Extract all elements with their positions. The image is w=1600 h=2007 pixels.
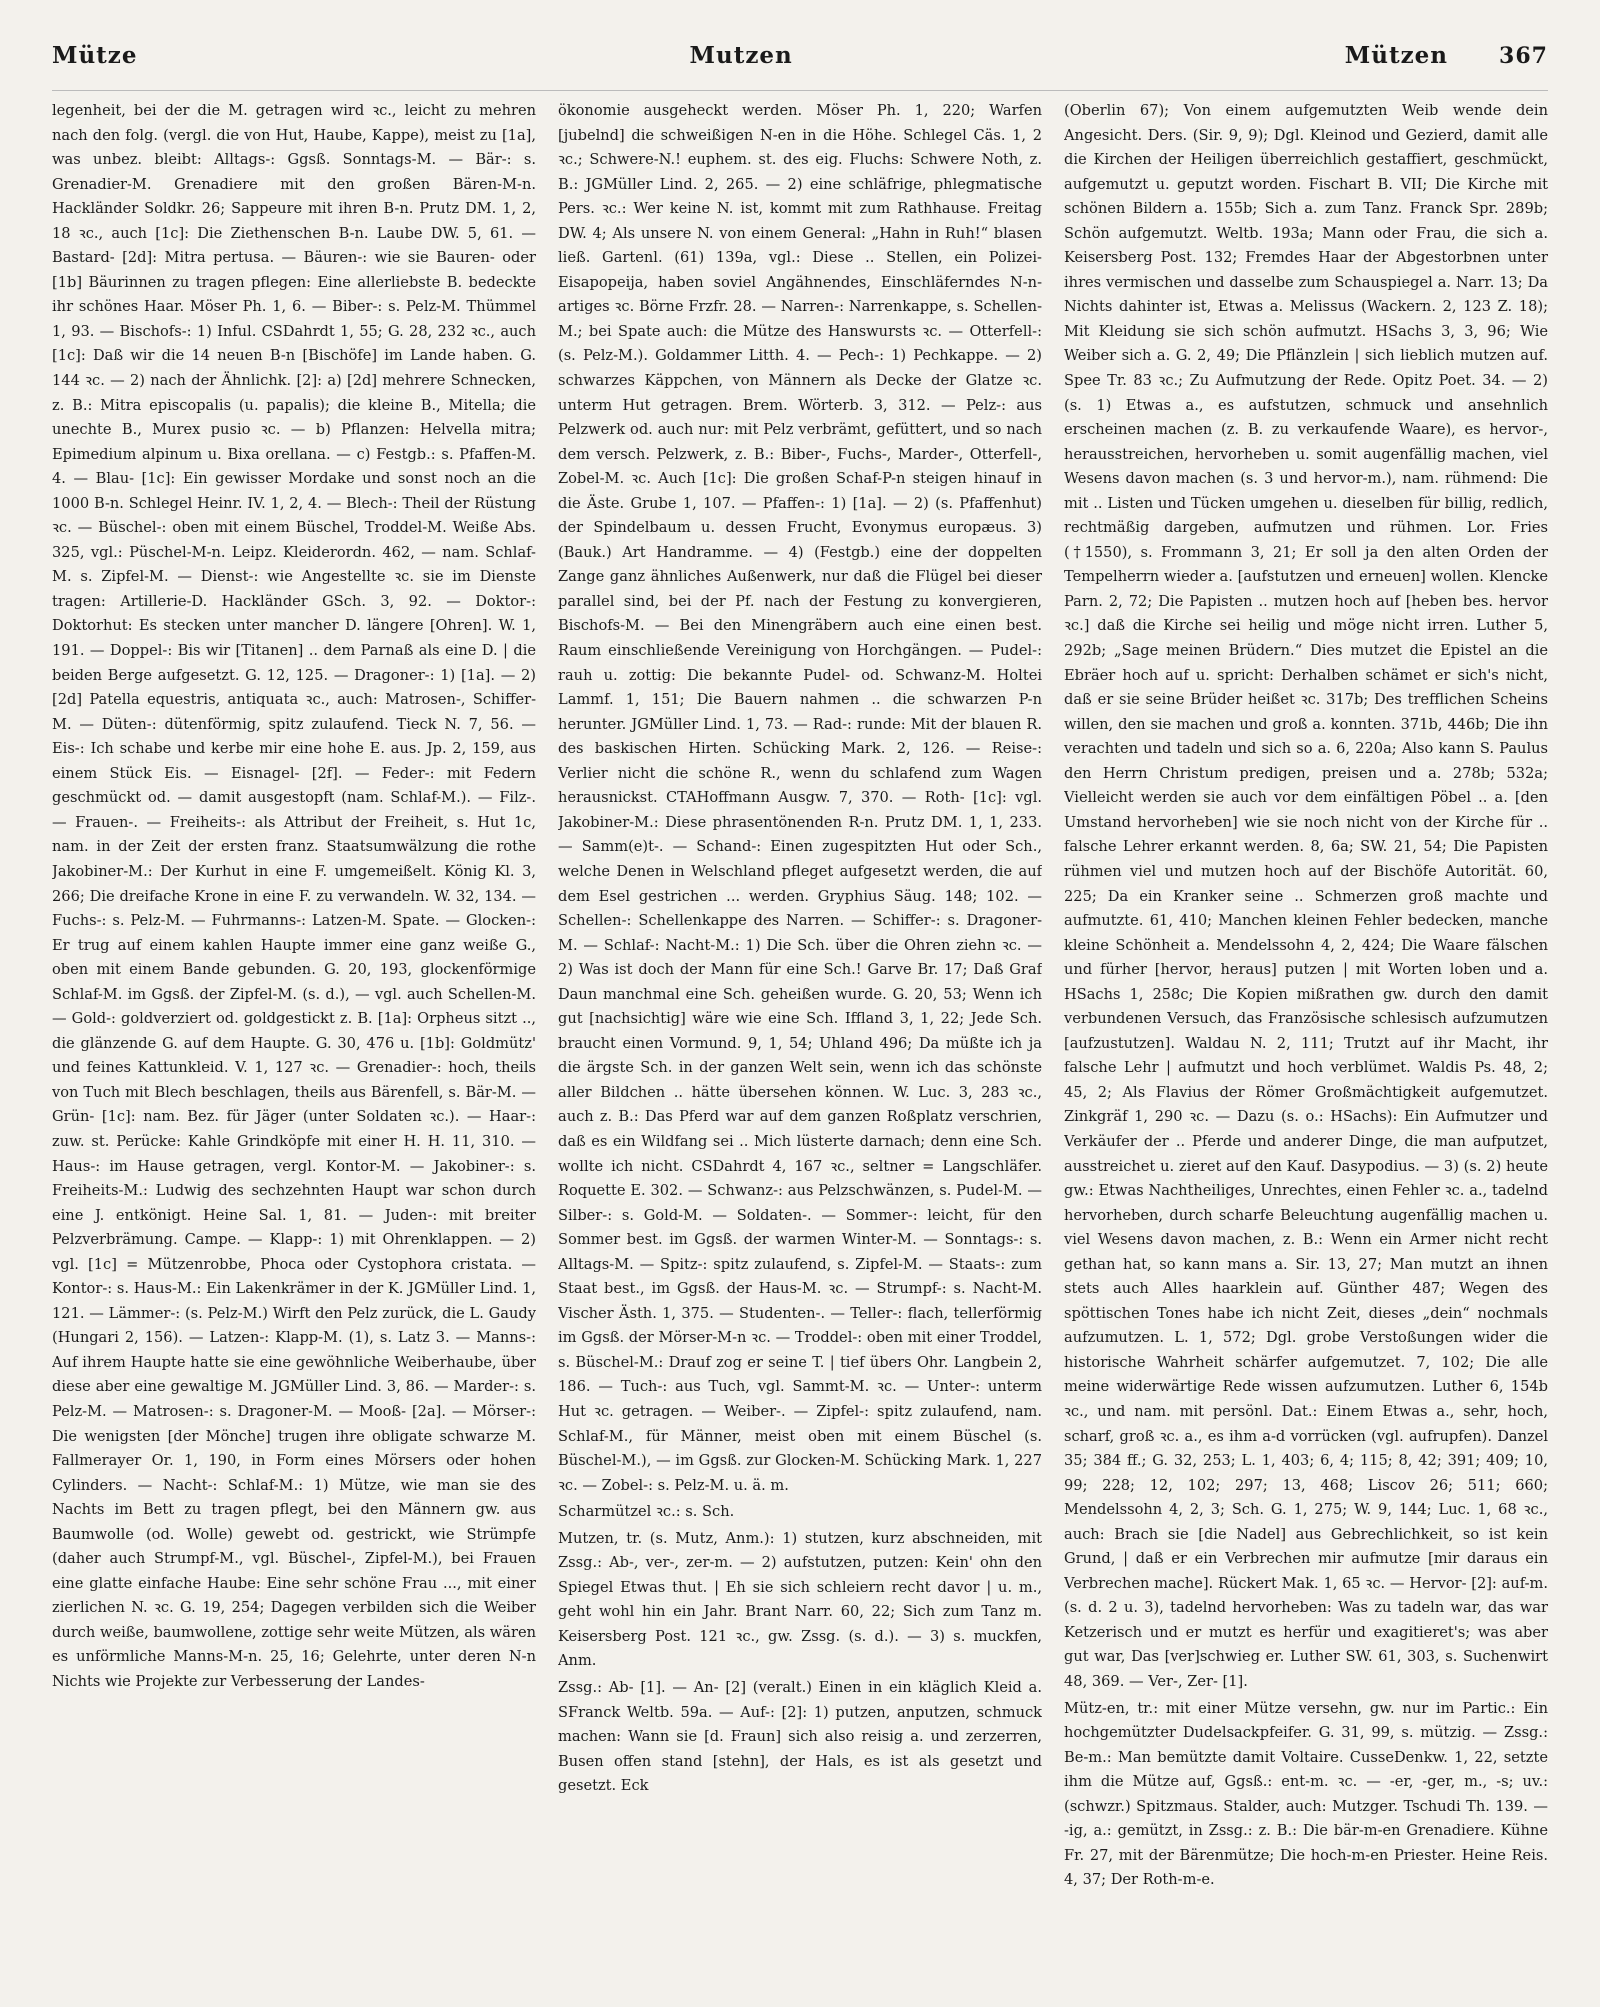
header-right-catchword: [1345, 42, 1548, 69]
paragraph: (Oberlin 67); Von einem aufgemutzten Weib wende dein Angesicht. Ders. (Sir. 9, 9); Dgl. Kleinod und Gezierd, damit alle die Kirchen der Heiligen überreichlich gestaffiert, geschmückt, aufgemutzt u. geputzt worden. Fischart B. VII; Die Kirche mit schönen Bildern a. 155b; Sich a. zum Tanz. Franck Spr. 289b; Schön aufgemutzt. Weltb. 193a; Mann oder Frau, die sich a. Keisersberg Post. 132; Fremdes Haar der Abgestorbnen unter ihres vermischen und dasselbe zum Schauspiegel a. Narr. 13; Da Nichts dahinter ist, Etwas a. Melissus (Wackern. 2, 123 Z. 18); Mit Kleidung sie sich schön aufmutzt. HSachs 3, 3, 96; Wie Weiber sich a. G. 2, 49; Die Pflänzlein | sich lieblich mutzen auf. Spee Tr. 83 ꝛc.; Zu Aufmutzung der Rede. Opitz Poet. 34. — 2) (s. 1) Etwas a., es aufstutzen, schmuck und ansehnlich erscheinen machen (z. B. zu verkaufende Waare), es hervor-, herausstreichen, hervorheben u. somit augenfällig machen, viel Wesens davon machen (s. 3 und hervor-m.), nam. rühmend: Die mit .. Listen und Tücken umgehen u. dieselben für billig, redlich, rechtmäßig dargeben, aufmutzen und rühmen. Lor. Fries (†1550), s. Frommann 3, 21; Er soll ja den alten Orden der Tempelherrn wieder a. [aufstutzen und erneuen] wollen. Klencke Parn. 2, 72; Die Papisten .. mutzen hoch auf [heben bes. hervor ꝛc.] daß die Kirche sei heilig und möge nicht irren. Luther 5, 292b; „Sage meinen Brüdern.“ Dies mutzet die Epistel an die Ebräer hoch auf u. spricht: Derhalben schämet er sich's nicht, daß er sie seine Brüder heißet ꝛc. 317b; Des trefflichen Scheins willen, den sie machen und groß a. konnten. 371b, 446b; Die ihn verachten und tadeln und sich so a. 6, 220a; Also kann S. Paulus den Herrn Christum predigen, preisen und a. 278b; 532a; Vielleicht werden sie auch vor dem einfältigen Pöbel .. a. [den Umstand hervorheben] wie sie noch nicht von der Kirche für .. falsche Lehrer erkannt werden. 8, 6a; SW. 21, 54; Die Papisten rühmen viel und mutzen hoch auf der Bischöfe Autorität. 60, 225; Da ein Kranker seine .. Schmerzen groß machte und aufmutzte. 61, 410; Manchen kleinen Fehler bedecken, manche kleine Schönheit a. Mendelssohn 4, 2, 424; Die Waare fälschen und fürher [hervor, heraus] putzen | mit Worten loben und a. HSachs 1, 258c; Die Kopien mißrathen gw. durch den damit verbundenen Versuch, das Französische schlesisch aufzumutzen [aufzustutzen]. Waldau N. 2, 111; Trutzt auf ihr Macht, ihr falsche Lehr | aufmutzt und hoch verblümet. Waldis Ps. 48, 2; 45, 2; Als Flavius der Römer Großmächtigkeit aufgemutzet. Zinkgräf 1, 290 ꝛc. — Dazu (s. o.: HSachs): Ein Aufmutzer und Verkäufer der .. Pferde und anderer Dinge, die man aufputzet, ausstreichet u. zieret auf den Kauf. Dasypodius. — 3) (s. 2) heute gw.: Etwas Nachtheiliges, Unrechtes, einen Fehler ꝛc. a., tadelnd hervorheben, durch scharfe Beleuchtung augenfällig machen u. viel Wesens davon machen, z. B.: Wenn ein Armer nicht recht gethan hat, so kann mans a. Sir. 13, 27; Man mutzt an ihnen stets auch Alles haarklein auf. Günther 487; Wegen des spöttischen Tones habe ich nicht Zeit, dieses „dein“ nochmals aufzumutzen. L. 1, 572; Dgl. grobe Verstoßungen wider die historische Wahrheit schärfer aufgemutzet. 7, 102; Die alle meine widerwärtige Rede wissen aufzumutzen. Luther 6, 154b ꝛc., und nam. mit persönl. Dat.: Einem Etwas a., sehr, hoch, scharf, groß ꝛc. a., es ihm a-d vorrücken (vgl. aufrupfen). Danzel 35; 384 ff.; G. 32, 253; L. 1, 403; 6, 4; 115; 8, 42; 391; 409; 10, 99; 228; 12, 102; 297; 13, 468; Liscov 26; 511; 660; Mendelssohn 4, 2, 3; Sch. G. 1, 275; W. 9, 144; Luc. 1, 68 ꝛc., auch: Brach sie [die Nadel] aus Gebrechlichkeit, so ist kein Grund, | daß er ein Verbrechen mir aufmutze [mir daraus ein Verbrechen mache]. Rückert Mak. 1, 65 ꝛc. — Hervor- [2]: auf-m. (s. d. 2 u. 3), tadelnd hervorheben: Was zu tadeln war, das war Ketzerisch und er mutzt es herfür und exagitieret's; was aber gut war, Das [ver]schwieg er. Luther SW. 61, 303, s. Suchenwirt 48, 369. — Ver-, Zer- [1].: [1064, 102, 1548, 1690]
paragraph: ökonomie ausgeheckt werden. Möser Ph. 1, 220; Warfen [jubelnd] die schweißigen N-en in die Höhe. Schlegel Cäs. 1, 2 ꝛc.; Schwere-N.! euphem. st. des eig. Fluchs: Schwere Noth, z. B.: JGMüller Lind. 2, 265. — 2) eine schläfrige, phlegmatische Pers. ꝛc.: Wer keine N. ist, kommt mit zum Rathhause. Freitag DW. 4; Als unsere N. von einem General: „Hahn in Ruh!“ blasen ließ. Gartenl. (61) 139a, vgl.: Diese .. Stellen, ein Polizei-Eisapopeija, haben soviel Angähnendes, Einschläferndes N-n-artiges ꝛc. Börne Frzfr. 28. — Narren-: Narrenkappe, s. Schellen-M.; bei Spate auch: die Mütze des Hanswursts ꝛc. — Otterfell-: (s. Pelz-M.). Goldammer Litth. 4. — Pech-: 1) Pechkappe. — 2) schwarzes Käppchen, von Männern als Decke der Glatze ꝛc. unterm Hut getragen. Brem. Wörterb. 3, 312. — Pelz-: aus Pelzwerk od. auch nur: mit Pelz verbrämt, gefüttert, und so nach dem versch. Pelzwerk, z. B.: Biber-, Fuchs-, Marder-, Otterfell-, Zobel-M. ꝛc. Auch [1c]: Die großen Schaf-P-n steigen hinauf in die Äste. Grube 1, 107. — Pfaffen-: 1) [1a]. — 2) (s. Pfaffenhut) der Spindelbaum u. dessen Frucht, Evonymus europæus. 3) (Bauk.) Art Handramme. — 4) (Festgb.) eine der doppelten Zange ganz ähnliches Außenwerk, nur daß die Flügel bei dieser parallel sind, bei der Pf. nach der Festung zu konvergieren, Bischofs-M. — Bei den Minengräbern auch eine einen best. Raum einschließende Vereinigung von Horchgängen. — Pudel-: rauh u. zottig: Die bekannte Pudel- od. Schwanz-M. Holtei Lammf. 1, 151; Die Bauern nahmen .. die schwarzen P-n herunter. JGMüller Lind. 1, 73. — Rad-: runde: Mit der blauen R. des baskischen Hirten. Schücking Mark. 2, 126. — Reise-: Verlier nicht die schöne R., wenn du schlafend zum Wagen herausnickst. CTAHoffmann Ausgw. 7, 370. — Roth- [1c]: vgl. Jakobiner-M.: Diese phrasentönenden R-n. Prutz DM. 1, 1, 233. — Samm(e)t-. — Schand-: Einen zugespitzten Hut oder Sch., welche Denen in Welschland pfleget aufgesetzt werden, die auf dem Esel gestrichen ... werden. Gryphius Säug. 148; 102. — Schellen-: Schellenkappe des Narren. — Schiffer-: s. Dragoner-M. — Schlaf-: Nacht-M.: 1) Die Sch. über die Ohren ziehn ꝛc. — 2) Was ist doch der Mann für eine Sch.! Garve Br. 17; Daß Graf Daun manchmal eine Sch. geheißen wurde. G. 20, 53; Wenn ich gut [nachsichtig] wäre wie eine Sch. Iffland 3, 1, 22; Jede Sch. braucht einen Vormund. 9, 1, 54; Uhland 496; Da müßte ich ja die ärgste Sch. in der ganzen Welt sein, wenn ich das schönste aller Bildchen .. hätte übersehen können. W. Luc. 3, 283 ꝛc., auch z. B.: Das Pferd war auf dem ganzen Roßplatz verschrien, daß es ein Wildfang sei .. Mich lüsterte darnach; denn eine Sch. wollte ich nicht. CSDahrdt 4, 167 ꝛc., seltner = Langschläfer. Roquette E. 302. — Schwanz-: aus Pelzschwänzen, s. Pudel-M. — Silber-: s. Gold-M. — Soldaten-. — Sommer-: leicht, für den Sommer best. im Ggsß. der warmen Winter-M. — Sonntags-: s. Alltags-M. — Spitz-: spitz zulaufend, s. Zipfel-M. — Staats-: zum Staat best., im Ggsß. der Haus-M. ꝛc. — Strumpf-: s. Nacht-M. Vischer Ästh. 1, 375. — Studenten-. — Teller-: flach, tellerförmig im Ggsß. der Mörser-M-n ꝛc. — Troddel-: oben mit einer Troddel, s. Büschel-M.: Drauf zog er seine T. | tief übers Ohr. Langbein 2, 186. — Tuch-: aus Tuch, vgl. Sammt-M. ꝛc. — Unter-: unterm Hut ꝛc. getragen. — Weiber-. — Zipfel-: spitz zulaufend, nam. Schlaf-M., für Männer, meist oben mit einem Büschel (s. Büschel-M.), — im Ggsß. zur Glocken-M. Schücking Mark. 1, 227 ꝛc. — Zobel-: s. Pelz-M. u. ä. m.: [558, 102, 1042, 1494]
paragraph: Zssg.: Ab- [1]. — An- [2] (veralt.) Einen in ein kläglich Kleid a. SFranck Weltb. 59a. — Auf-: [2]: 1) putzen, anputzen, schmuck machen: Wann sie [d. Fraun] sich also reisig a. und zerzerren, Busen offen stand [stehn], der Hals, es ist als gesetzt und gesetzt. Eck: [558, 1679, 1042, 1795]
header-center-catchword: Mutzen: [689, 42, 793, 69]
paragraph: legenheit, bei der die M. getragen wird ꝛc., leicht zu mehren nach den folg. (vergl. die von Hut, Haube, Kappe), meist zu [1a], was unbez. bleibt: Alltags-: Ggsß. Sonntags-M. — Bär-: s. Grenadier-M. Grenadiere mit den großen Bären-M-n. Hackländer Soldkr. 26; Sappeure mit ihren B-n. Prutz DM. 1, 2, 18 ꝛc., auch [1c]: Die Ziethenschen B-n. Laube DW. 5, 61. — Bastard- [2d]: Mitra pertusa. — Bäuren-: wie sie Bauren- oder [1b] Bäurinnen zu tragen pflegen: Eine allerliebste B. bedeckte ihr schönes Haar. Möser Ph. 1, 6. — Biber-: s. Pelz-M. Thümmel 1, 93. — Bischofs-: 1) Inful. CSDahrdt 1, 55; G. 28, 232 ꝛc., auch [1c]: Daß wir die 14 neuen B-n [Bischöfe] im Lande haben. G. 144 ꝛc. — 2) nach der Ähnlichk. [2]: a) [2d] mehrere Schnecken, z. B.: Mitra episcopalis (u. papalis); die kleine B., Mitella; die unechte B., Murex pusio ꝛc. — b) Pflanzen: Helvella mitra; Epimedium alpinum u. Bixa orellana. — c) Festgb.: s. Pfaffen-M. 4. — Blau- [1c]: Ein gewisser Mordake und sonst noch an die 1000 B-n. Schlegel Heinr. IV. 1, 2, 4. — Blech-: Theil der Rüstung ꝛc. — Büschel-: oben mit einem Büschel, Troddel-M. Weiße Abs. 325, vgl.: Püschel-M-n. Leipz. Kleiderordn. 462, — nam. Schlaf-M. s. Zipfel-M. — Dienst-: wie Angestellte ꝛc. sie im Dienste tragen: Artillerie-D. Hackländer GSch. 3, 92. — Doktor-: Doktorhut: Es stecken unter mancher D. längere [Ohren]. W. 1, 191. — Doppel-: Bis wir [Titanen] .. dem Parnaß als eine D. | die beiden Berge aufgesetzt. G. 12, 125. — Dragoner-: 1) [1a]. — 2) [2d] Patella equestris, antiquata ꝛc., auch: Matrosen-, Schiffer-M. — Düten-: dütenförmig, spitz zulaufend. Tieck N. 7, 56. — Eis-: Ich schabe und kerbe mir eine hohe E. aus. Jp. 2, 159, aus einem Stück Eis. — Eisnagel- [2f]. — Feder-: mit Federn geschmückt od. — damit ausgestopft (nam. Schlaf-M.). — Filz-. — Frauen-. — Freiheits-: als Attribut der Freiheit, s. Hut 1c, nam. in der Zeit der ersten franz. Staatsumwälzung die rothe Jakobiner-M.: Der Kurhut in eine F. umgemeißelt. König Kl. 3, 266; Die dreifache Krone in eine F. zu verwandeln. W. 32, 134. — Fuchs-: s. Pelz-M. — Fuhrmanns-: Latzen-M. Spate. — Glocken-: Er trug auf einem kahlen Haupte immer eine ganz weiße G., oben mit einem Bande gebunden. G. 20, 193, glockenförmige Schlaf-M. im Ggsß. der Zipfel-M. (s. d.), — vgl. auch Schellen-M. — Gold-: goldverziert od. goldgestickt z. B. [1a]: Orpheus sitzt .., die glänzende G. auf dem Haupte. G. 30, 476 u. [1b]: Goldmütz' und feines Kattunkleid. V. 1, 127 ꝛc. — Grenadier-: hoch, theils von Tuch mit Blech beschlagen, theils aus Bärenfell, s. Bär-M. — Grün- [1c]: nam. Bez. für Jäger (unter Soldaten ꝛc.). — Haar-: zuw. st. Perücke: Kahle Grindköpfe mit einer H. H. 11, 310. — Haus-: im Hause getragen, vergl. Kontor-M. — Jakobiner-: s. Freiheits-M.: Ludwig des sechzehnten Haupt war schon durch eine J. entkönigt. Heine Sal. 1, 81. — Juden-: mit breiter Pelzverbrämung. Campe. — Klapp-: 1) mit Ohrenklappen. — 2) vgl. [1c] = Mützenrobbe, Phoca oder Cystophora cristata. — Kontor-: s. Haus-M.: Ein Lakenkrämer in der K. JGMüller Lind. 1, 121. — Lämmer-: (s. Pelz-M.) Wirft den Pelz zurück, die L. Gaudy (Hungari 2, 156). — Latzen-: Klapp-M. (1), s. Latz 3. — Manns-: Auf ihrem Haupte hatte sie eine gewöhnliche Weiberhaube, über diese aber eine gewaltige M. JGMüller Lind. 3, 86. — Marder-: s. Pelz-M. — Matrosen-: s. Dragoner-M. — Mooß- [2a]. — Mörser-: Die wenigsten [der Mönche] trugen ihre obligate schwarze M. Fallmerayer Or. 1, 190, in Form eines Mörsers oder hohen Cylinders. — Nacht-: Schlaf-M.: 1) Mütze, wie man sie des Nachts im Bett zu tragen pflegt, bei den Männern gw. aus Baumwolle (od. Wolle) gewebt od. gestrickt, wie Strümpfe (daher auch Strumpf-M., vgl. Büschel-, Zipfel-M.), bei Frauen eine glatte einfache Haube: Eine sehr schöne Frau ..., mit einer zierlichen N. ꝛc. G. 19, 254; Dagegen verbilden sich die Weiber durch weiße, baumwollene, zottige sehr weite Mützen, als wären es unförmliche Manns-M-n. 25, 16; Gelehrte, unter deren N-n Nichts wie Projekte zur Verbesserung der Landes-: [52, 102, 536, 1690]
page-number: 367: [1499, 43, 1548, 69]
column-middle: [558, 99, 1042, 1949]
running-head: [52, 42, 1548, 91]
header-right-word: Mützen: [1344, 42, 1449, 69]
text-columns: [52, 99, 1548, 1949]
paragraph: Mütz-en, tr.: mit einer Mütze versehn, gw. nur im Partic.: Ein hochgemützter Dudelsackpfeifer. G. 31, 99, s. mützig. — Zssg.: Be-m.: Man bemützte damit Voltaire. CusseDenkw. 1, 22, setzte ihm die Mütze auf, Ggsß.: ent-m. ꝛc. — -er, -ger, m., -s; uv.: (schwzr.) Spitzmaus. Stalder, auch: Mutzger. Tschudi Th. 139. — -ig, a.: gemützt, in Zssg.: z. B.: Die bär-m-en Grenadiere. Kühne Fr. 27, mit der Bärenmütze; Die hoch-m-en Priester. Heine Reis. 4, 37; Der Roth-m-e.: [1064, 1699, 1548, 1889]
header-left-catchword: Mütze: [52, 42, 138, 69]
paragraph: Scharmützel ꝛc.: s. Sch.: [558, 1503, 735, 1521]
column-right: [1064, 99, 1548, 1949]
paragraph: Mutzen, tr. (s. Mutz, Anm.): 1) stutzen, kurz abschneiden, mit Zssg.: Ab-, ver-, zer-m. — 2) aufstutzen, putzen: Kein' ohn den Spiegel Etwas thut. | Eh sie sich schleiern recht davor | u. m., geht wohl hin ein Jahr. Brant Narr. 60, 22; Sich zum Tanz m. Keisersberg Post. 121 ꝛc., gw. Zssg. (s. d.). — 3) s. muckfen, Anm.: [558, 1529, 1042, 1670]
column-left: [52, 99, 536, 1949]
